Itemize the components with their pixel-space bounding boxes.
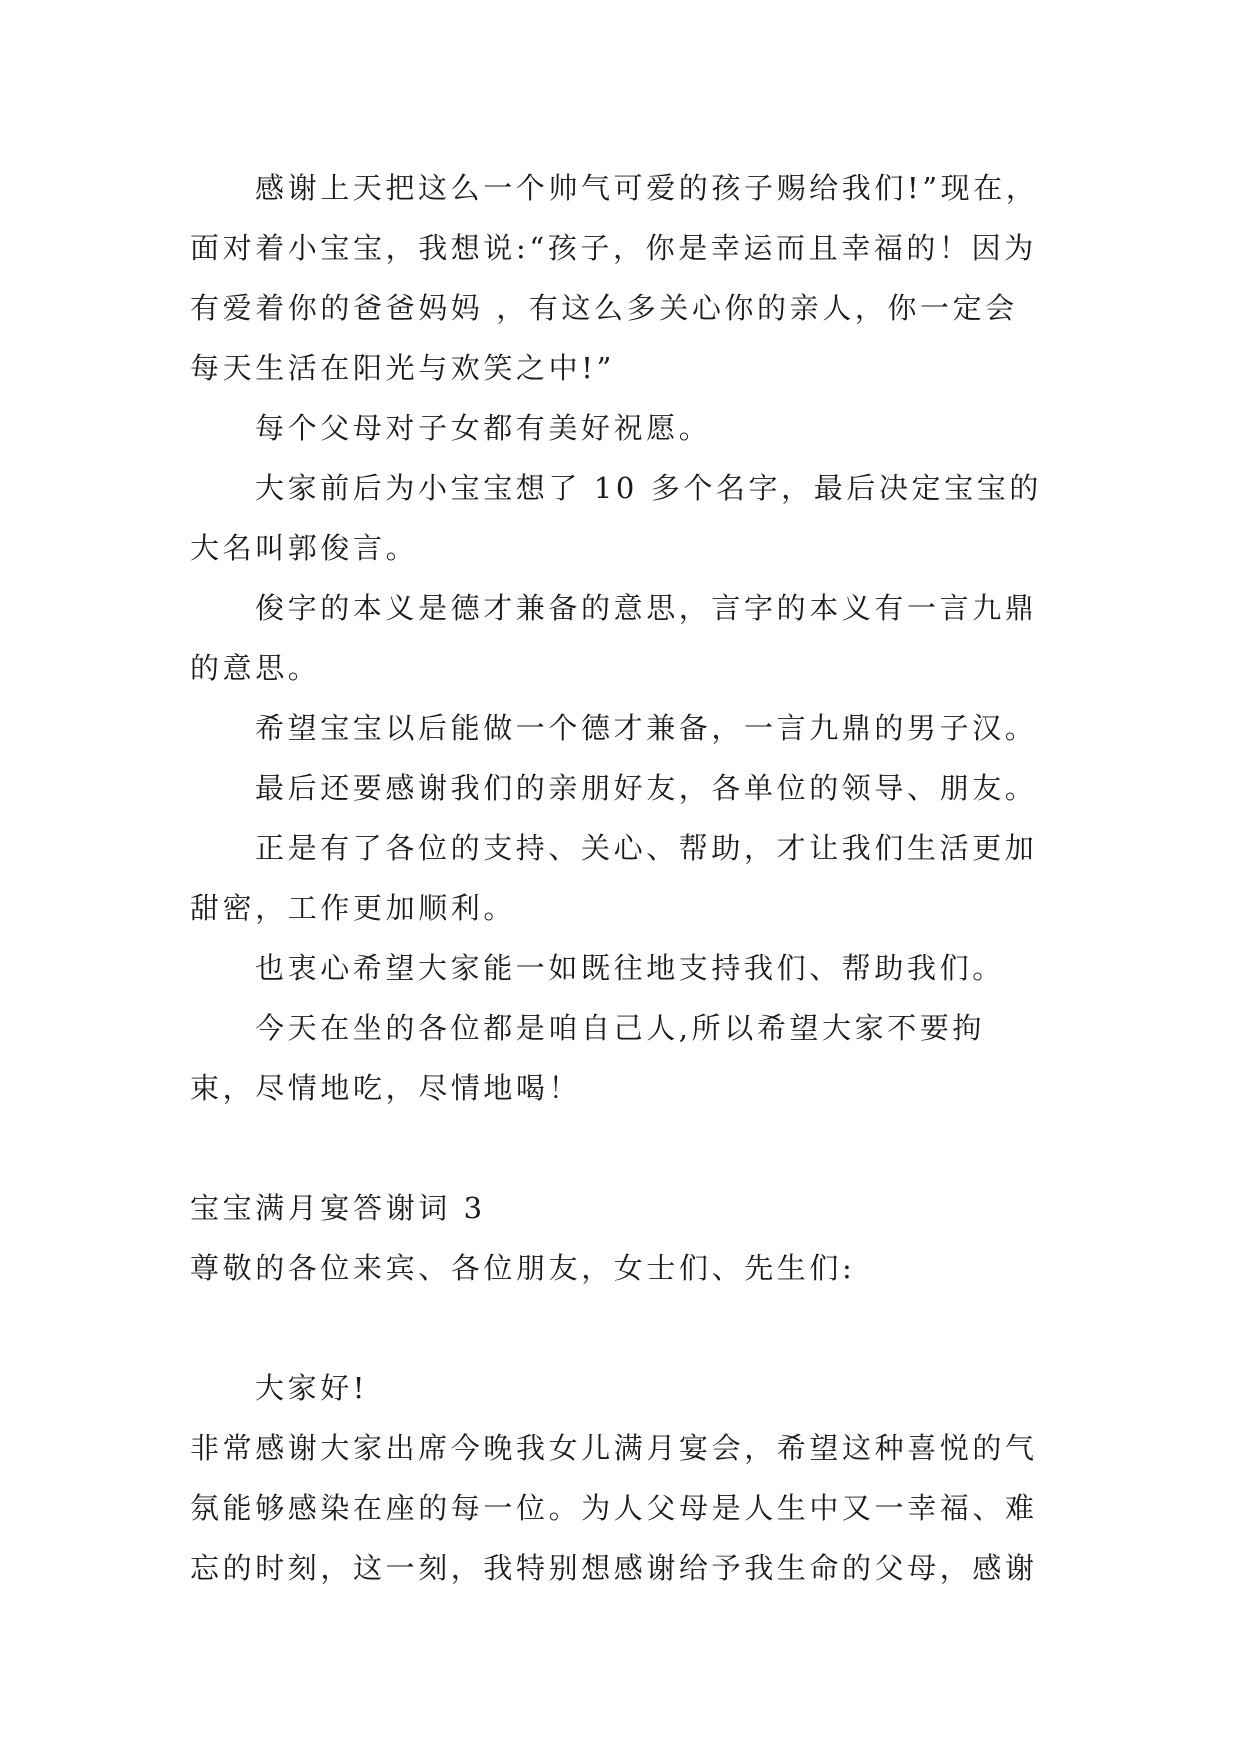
paragraph-3: 大家前后为小宝宝想了 10 多个名字，最后决定宝宝的大名叫郭俊言。 [190, 471, 1042, 565]
spacer [190, 1118, 1050, 1178]
paragraph-6: 最后还要感谢我们的亲朋好友，各单位的领导、朋友。 [255, 771, 1038, 805]
paragraph-7: 正是有了各位的支持、关心、帮助，才让我们生活更加甜密，工作更加顺利。 [190, 831, 1038, 925]
paragraph-1: 感谢上天把这么一个帅气可爱的孩子赐给我们!”现在，面对着小宝宝，我想说:“孩子，你是幸运而且幸福的！因为有爱着你的爸爸妈妈 ，有这么多关心你的亲人，你一定会每天生活在阳光与欢笑之中!” [190, 171, 1039, 385]
salutation: 尊敬的各位来宾、各位朋友，女士们、先生们: [190, 1251, 856, 1285]
document-body [190, 158, 1050, 1598]
paragraph-8: 也衷心希望大家能一如既往地支持我们、帮助我们。 [255, 951, 1005, 985]
paragraph-4: 俊字的本义是德才兼备的意思，言字的本义有一言九鼎的意思。 [190, 591, 1038, 685]
paragraph-2: 每个父母对子女都有美好祝愿。 [255, 411, 712, 445]
paragraph-9: 今天在坐的各位都是咱自己人,所以希望大家不要拘束，尽情地吃，尽情地喝！ [190, 1011, 986, 1105]
greeting: 大家好! [255, 1371, 369, 1405]
section-title: 宝宝满月宴答谢词 3 [190, 1191, 486, 1225]
closing-paragraph: 非常感谢大家出席今晚我女儿满月宴会，希望这种喜悦的气氛能够感染在座的每一位。为人父母是人生中又一幸福、难忘的时刻，这一刻，我特别想感谢给予我生命的父母，感谢 [190, 1431, 1038, 1585]
spacer [190, 1298, 1050, 1358]
paragraph-5: 希望宝宝以后能做一个德才兼备，一言九鼎的男子汉。 [255, 711, 1038, 745]
